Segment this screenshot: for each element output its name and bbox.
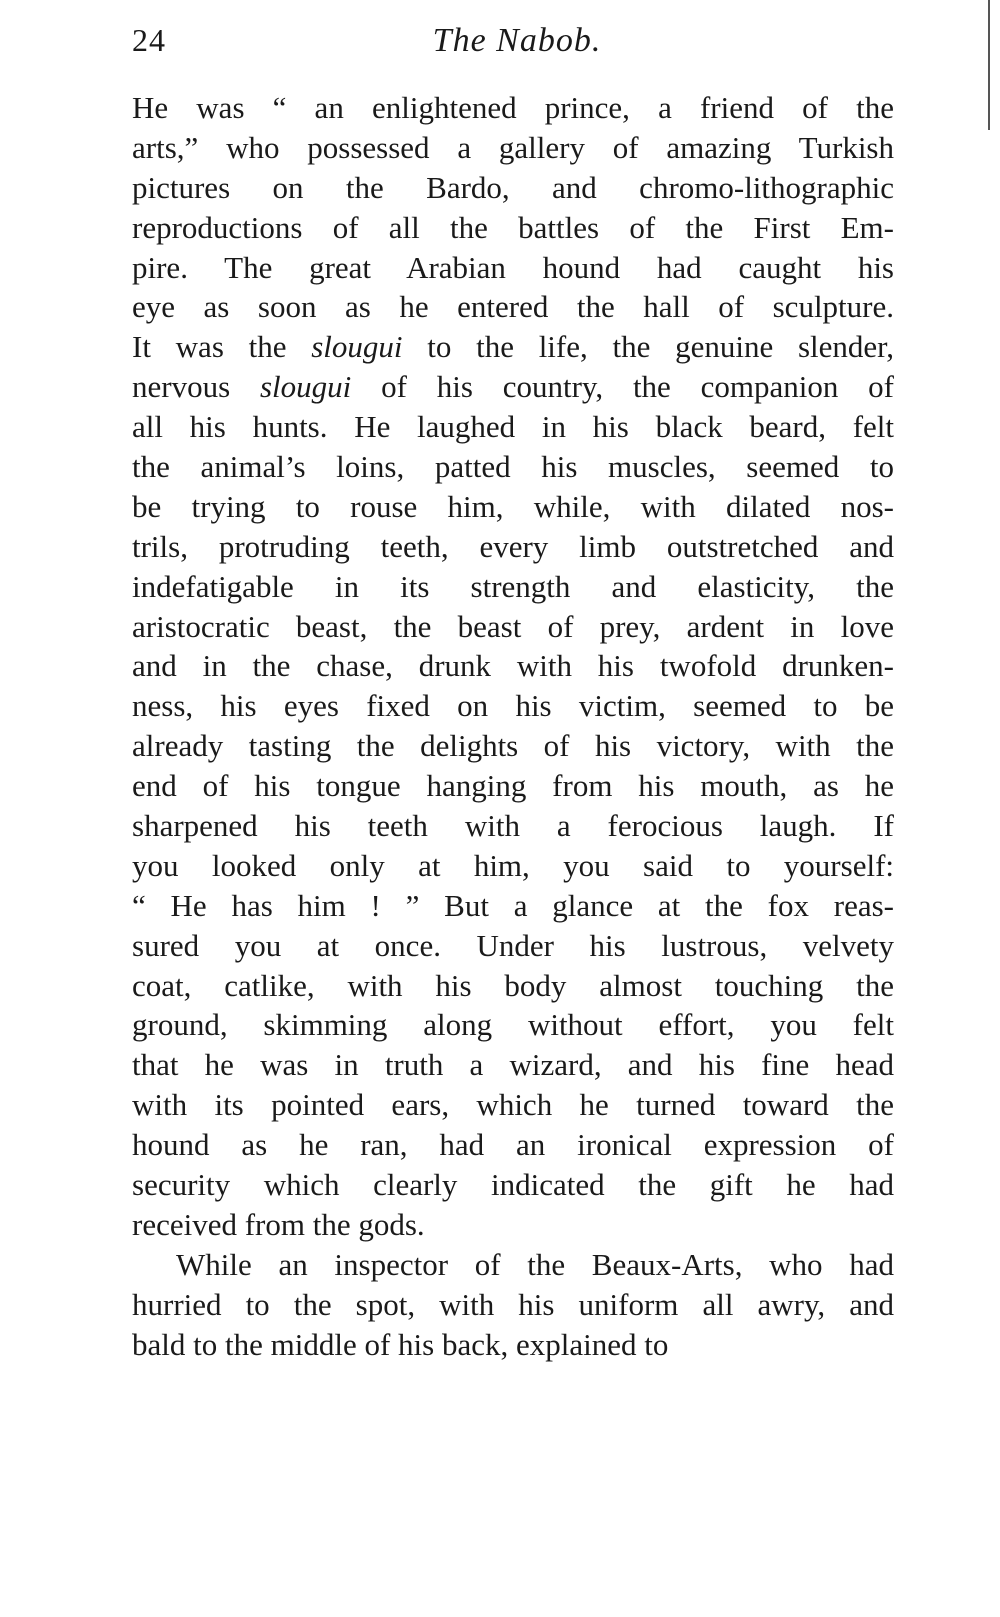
text-line xyxy=(132,1205,894,1245)
text-line xyxy=(132,806,894,846)
text-segment: sured you at once. Under his lustrous, velvety xyxy=(132,927,894,963)
text-segment: ness, his eyes fixed on his victim, seemed to be xyxy=(132,688,894,724)
text-line xyxy=(132,168,894,208)
text-line xyxy=(132,1325,894,1365)
text-segment: aristocratic beast, the beast of prey, ardent in love xyxy=(132,608,894,644)
text-segment: He was “ an enlightened prince, a friend of the xyxy=(132,90,894,125)
text-line xyxy=(132,766,894,806)
text-line xyxy=(132,726,894,766)
italic-word: slougui xyxy=(311,329,403,365)
text-line xyxy=(132,1045,894,1085)
text-line xyxy=(132,287,894,327)
text-segment: coat, catlike, with his body almost touching the xyxy=(132,967,894,1003)
text-segment: trils, protruding teeth, every limb outstretched and xyxy=(132,528,894,564)
page-number: 24 xyxy=(132,22,166,58)
text-segment: pictures on the Bardo, and chromo-lithographic xyxy=(132,169,894,205)
text-segment: indefatigable in its strength and elasticity, the xyxy=(132,568,894,604)
text-segment: reproductions of all the battles of the First Em- xyxy=(132,209,894,245)
text-line xyxy=(132,487,894,527)
text-line xyxy=(132,1005,894,1045)
text-segment: with its pointed ears, which he turned toward the xyxy=(132,1087,894,1123)
text-segment: It was the xyxy=(132,329,312,365)
text-segment: of his country, the companion of xyxy=(351,369,894,405)
text-line xyxy=(132,527,894,567)
text-segment: you looked only at him, you said to yourself: xyxy=(132,847,894,883)
text-segment: received from the gods. xyxy=(132,1206,425,1242)
text-line xyxy=(132,846,894,886)
text-line xyxy=(132,1285,894,1325)
text-line xyxy=(132,646,894,686)
text-segment: nervous xyxy=(132,369,260,405)
text-segment: hurried to the spot, with his uniform all awry, and xyxy=(132,1286,894,1322)
text-line xyxy=(132,567,894,607)
text-segment: pire. The great Arabian hound had caught his xyxy=(132,249,894,285)
text-segment: be trying to rouse him, while, with dilated nos- xyxy=(132,488,894,524)
text-segment: and in the chase, drunk with his twofold drunken- xyxy=(132,648,894,684)
text-line xyxy=(132,1165,894,1205)
text-line xyxy=(132,88,894,128)
text-line xyxy=(132,1125,894,1165)
text-segment: While an inspector of the Beaux-Arts, who had xyxy=(176,1246,894,1282)
text-line xyxy=(132,1085,894,1125)
italic-word: slougui xyxy=(259,369,352,405)
running-title: The Nabob. xyxy=(432,22,602,59)
text-line xyxy=(132,367,894,407)
text-segment: all his hunts. He laughed in his black beard, felt xyxy=(132,409,894,445)
scan-edge-line xyxy=(988,0,990,130)
text-segment: already tasting the delights of his victory, with the xyxy=(132,728,894,764)
text-line xyxy=(132,248,894,288)
text-segment: sharpened his teeth with a ferocious laugh. If xyxy=(132,808,894,844)
body-text xyxy=(132,88,894,1365)
text-segment: bald to the middle of his back, explained to xyxy=(132,1326,669,1362)
text-segment: end of his tongue hanging from his mouth, as he xyxy=(132,768,894,804)
text-line xyxy=(132,447,894,487)
paragraph xyxy=(132,88,894,1245)
text-segment: the animal’s loins, patted his muscles, seemed to xyxy=(132,449,894,485)
text-segment: that he was in truth a wizard, and his fine head xyxy=(132,1047,894,1083)
text-line xyxy=(132,607,894,647)
text-segment: arts,” who possessed a gallery of amazing Turkish xyxy=(132,129,894,165)
text-segment: “ He has him ! ” But a glance at the fox reas- xyxy=(132,887,894,923)
text-line xyxy=(132,966,894,1006)
text-line xyxy=(132,886,894,926)
text-segment: ground, skimming along without effort, you felt xyxy=(132,1007,894,1043)
text-segment: security which clearly indicated the gift he had xyxy=(132,1167,894,1203)
text-segment: to the life, the genuine slender, xyxy=(402,329,894,365)
text-line xyxy=(132,327,894,367)
page-header xyxy=(132,22,902,72)
text-line xyxy=(132,1245,894,1285)
text-line xyxy=(132,686,894,726)
text-line xyxy=(132,128,894,168)
text-line xyxy=(132,208,894,248)
paragraph xyxy=(132,1245,894,1365)
text-segment: hound as he ran, had an ironical expression of xyxy=(132,1127,894,1163)
text-line xyxy=(132,407,894,447)
text-segment: eye as soon as he entered the hall of sculpture. xyxy=(132,289,894,325)
text-line xyxy=(132,926,894,966)
